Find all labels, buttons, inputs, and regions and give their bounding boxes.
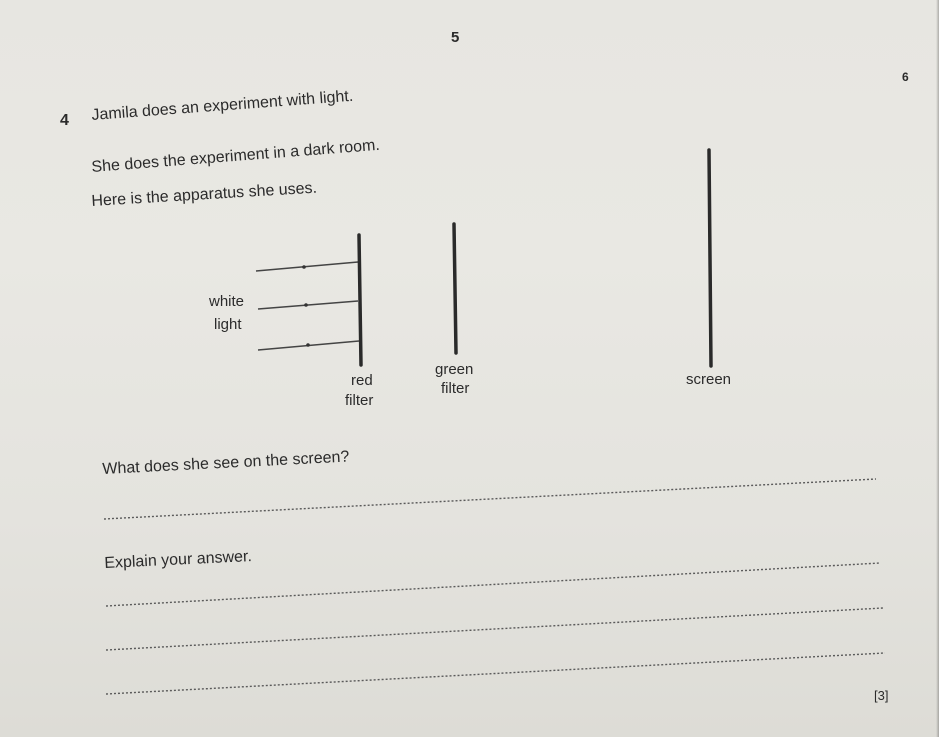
ray-arrow-top: [302, 265, 306, 269]
page-number: 5: [451, 29, 460, 46]
sub-question-1: What does she see on the screen?: [101, 448, 350, 478]
answer-line-3: [106, 608, 883, 650]
sub-question-2: Explain your answer.: [103, 548, 253, 572]
red-filter: [359, 235, 361, 365]
ray-arrow-middle: [304, 303, 308, 307]
answer-line-1: [104, 479, 876, 519]
light-ray-top: [256, 262, 358, 271]
side-number: 6: [902, 70, 909, 84]
red-filter-label-line1: red: [351, 372, 373, 389]
ray-arrow-bottom: [306, 343, 310, 347]
screen-label: screen: [686, 371, 732, 388]
light-ray-middle: [258, 301, 358, 309]
answer-line-2: [106, 563, 880, 606]
question-number: 4: [60, 112, 69, 129]
marks-label: [3]: [874, 688, 889, 703]
white-light-label-line2: light: [214, 316, 242, 333]
question-line-2: She does the experiment in a dark room.: [90, 136, 381, 176]
question-line-3: Here is the apparatus she uses.: [90, 179, 318, 210]
green-filter-label-line1: green: [435, 361, 474, 378]
answer-line-4: [106, 653, 885, 694]
question-line-1: Jamila does an experiment with light.: [90, 87, 354, 124]
white-light-label-line1: white: [209, 293, 245, 310]
green-filter-label-line2: filter: [441, 380, 470, 397]
green-filter: [454, 224, 456, 353]
red-filter-label-line2: filter: [345, 392, 374, 409]
screen: [709, 150, 711, 366]
